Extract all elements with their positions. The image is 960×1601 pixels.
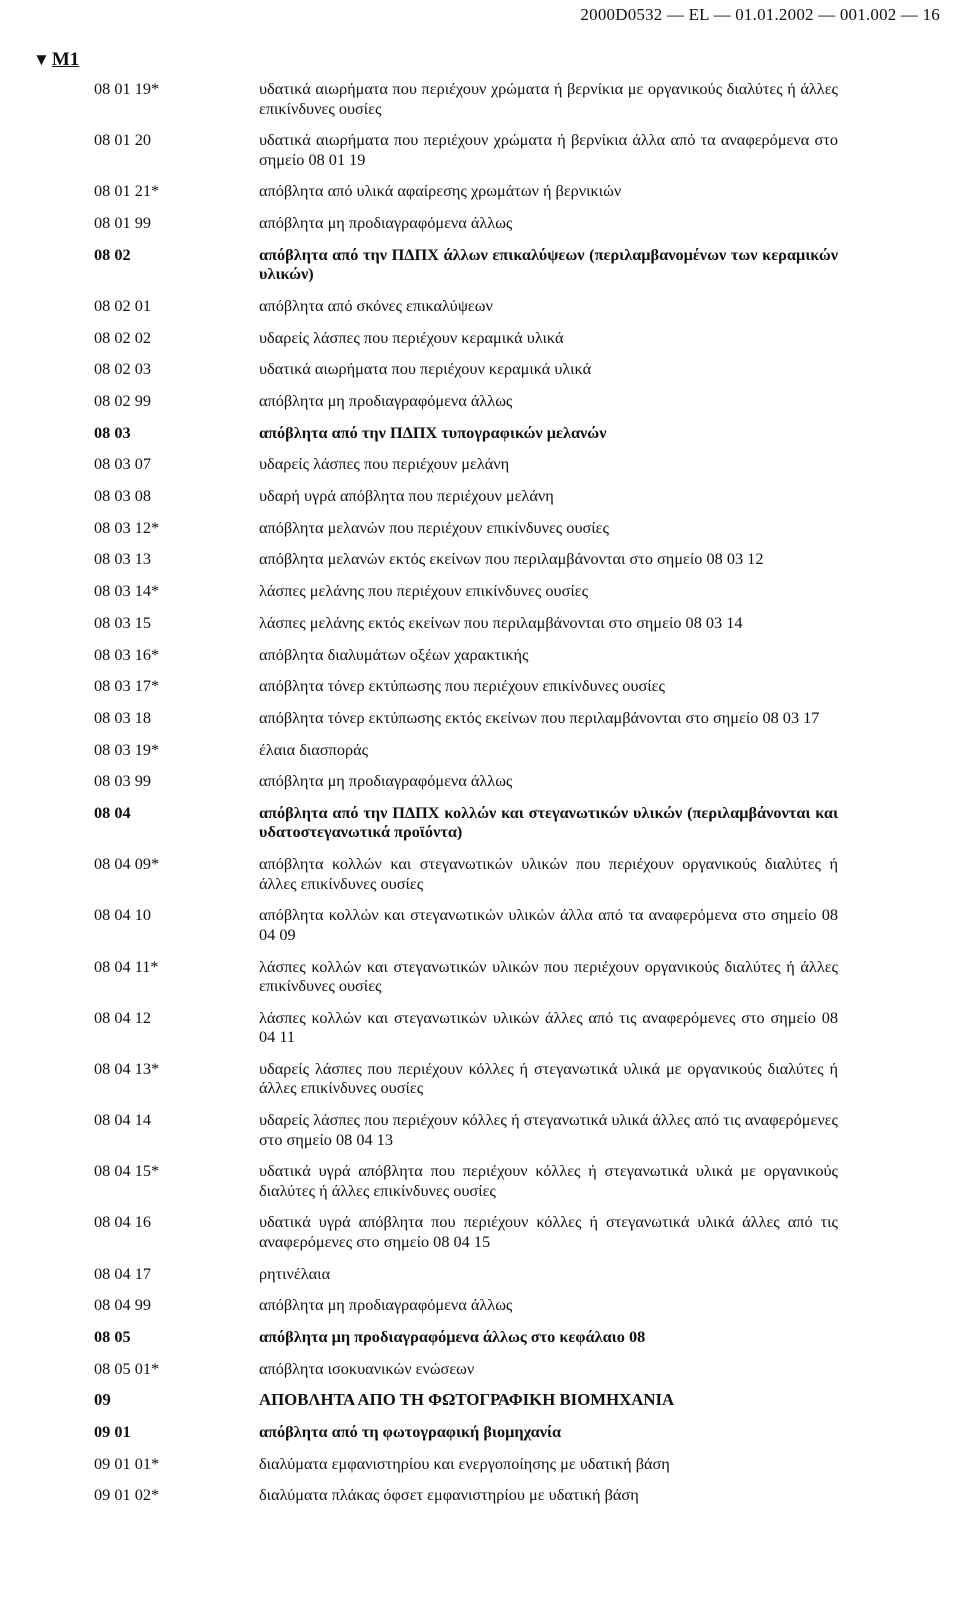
waste-code-row [94,1059,838,1098]
waste-description: απόβλητα μελανών που περιέχουν επικίνδυνες ουσίες [259,517,609,537]
waste-description: απόβλητα από την ΠΔΠΧ άλλων επικαλύψεων (περιλαμβανομένων των κεραμικών υλικών) [259,244,838,284]
section-heading-row [94,803,838,842]
waste-code-row [94,454,838,474]
waste-code-row [94,391,838,411]
waste-description: διαλύματα πλάκας όφσετ εμφανιστηρίου με υδατική βάση [259,1485,639,1505]
waste-description: ρητινέλαια [259,1263,331,1283]
waste-code: 08 04 14 [94,1110,151,1130]
waste-code-row [94,518,838,538]
waste-description: λάσπες κολλών και στεγανωτικών υλικών άλλες από τις αναφερόμενες στο σημείο 08 04 11 [259,1007,838,1047]
waste-description: υδαρείς λάσπες που περιέχουν κεραμικά υλικά [259,327,564,347]
waste-code: 08 04 17 [94,1263,151,1283]
waste-code: 09 01 [94,1422,131,1442]
waste-description: διαλύματα εμφανιστηρίου και ενεργοποίησης με υδατική βάση [259,1453,670,1473]
waste-code-row [94,708,838,728]
waste-description: απόβλητα τόνερ εκτύπωσης εκτός εκείνων που περιλαμβάνονται στο σημείο 08 03 17 [259,707,820,727]
waste-code: 08 04 16 [94,1212,151,1232]
waste-description: απόβλητα μελανών εκτός εκείνων που περιλαμβάνονται στο σημείο 08 03 12 [259,549,764,569]
waste-code-row [94,1008,838,1047]
waste-description: απόβλητα από την ΠΔΠΧ τυπογραφικών μελανών [259,422,607,442]
waste-description: απόβλητα μη προδιαγραφόμενα άλλως [259,391,513,410]
waste-code: 08 03 14* [94,581,160,601]
waste-description: απόβλητα από υλικά αφαίρεσης χρωμάτων ή βερνικιών [259,181,622,201]
waste-code: 08 03 18 [94,707,151,727]
waste-code: 08 05 01* [94,1358,160,1378]
waste-code: 08 04 10 [94,905,151,925]
waste-description: υδατικά υγρά απόβλητα που περιέχουν κόλλες ή στεγανωτικά υλικά άλλες από τις αναφερόμενες στο σημείο 08 04 15 [259,1212,838,1251]
waste-description: υδατικά αιωρήματα που περιέχουν χρώματα ή βερνίκια άλλα από τα αναφερόμενα στο σημείο 08 01 19 [259,130,838,169]
waste-code-row [94,1264,838,1284]
waste-code-row [94,486,838,506]
waste-code-row [94,581,838,601]
waste-code-row [94,130,838,169]
waste-code: 08 02 [94,244,131,264]
waste-code: 09 01 01* [94,1453,160,1473]
waste-code: 08 03 16* [94,644,160,664]
waste-code: 08 02 99 [94,391,151,410]
waste-description: απόβλητα μη προδιαγραφόμενα άλλως στο κεφάλαιο 08 [259,1327,646,1346]
waste-code-row [94,740,838,760]
waste-code: 08 03 [94,422,131,442]
waste-description: υδαρείς λάσπες που περιέχουν μελάνη [259,454,510,474]
waste-code: 09 [94,1390,111,1410]
waste-code: 08 01 20 [94,130,151,150]
waste-code: 08 04 09* [94,854,160,874]
waste-description: υδαρή υγρά απόβλητα που περιέχουν μελάνη [259,486,554,506]
section-heading-row [94,1422,838,1442]
waste-description: υδαρείς λάσπες που περιέχουν κόλλες ή στεγανωτικά υλικά με οργανικούς διαλύτες ή άλλες επικίνδυνες ουσίες [259,1058,838,1098]
waste-description: υδατικά αιωρήματα που περιέχουν κεραμικά υλικά [259,359,592,379]
waste-code-list [94,79,838,1517]
amendment-marker [33,49,79,71]
waste-code-row [94,328,838,348]
waste-code-row [94,645,838,665]
waste-description: απόβλητα μη προδιαγραφόμενα άλλως [259,771,513,791]
waste-code: 08 02 01 [94,295,151,315]
waste-code-row [94,1359,838,1379]
waste-code: 08 04 [94,802,131,822]
waste-description: υδατικά υγρά απόβλητα που περιέχουν κόλλες ή στεγανωτικά υλικά με οργανικούς διαλύτες ή άλλες επικίνδυνες ουσίες [259,1161,838,1200]
waste-code-row [94,1161,838,1200]
waste-code: 08 01 21* [94,181,160,201]
waste-description: απόβλητα τόνερ εκτύπωσης που περιέχουν επικίνδυνες ουσίες [259,676,665,696]
waste-description: απόβλητα από σκόνες επικαλύψεων [259,295,493,315]
waste-code: 08 03 08 [94,486,151,506]
waste-code-row [94,79,838,118]
waste-code-row [94,549,838,569]
waste-description: απόβλητα από την ΠΔΠΧ κολλών και στεγανωτικών υλικών (περιλαμβάνονται και υδατοστεγανωτικά προϊόντα) [259,802,838,842]
waste-code: 08 03 99 [94,771,151,791]
waste-code-row [94,957,838,996]
waste-code: 08 05 [94,1327,131,1346]
waste-code: 08 03 19* [94,739,160,759]
section-heading-row [94,423,838,443]
waste-code-row [94,359,838,379]
waste-code-row [94,771,838,791]
waste-code: 08 04 12 [94,1007,151,1027]
waste-code: 08 03 13 [94,549,151,569]
waste-code-row [94,1295,838,1315]
waste-code-row [94,1485,838,1505]
waste-description: απόβλητα κολλών και στεγανωτικών υλικών που περιέχουν οργανικούς διαλύτες ή άλλες επικίνδυνες ουσίες [259,854,838,893]
waste-description: λάσπες μελάνης εκτός εκείνων που περιλαμβάνονται στο σημείο 08 03 14 [259,612,743,632]
waste-code: 08 04 11* [94,956,159,976]
waste-code-row [94,181,838,201]
waste-code-row [94,1110,838,1149]
waste-code: 09 01 02* [94,1485,160,1505]
waste-code: 08 03 17* [94,676,160,696]
section-heading-row [94,1327,838,1347]
waste-code-row [94,676,838,696]
waste-code-row [94,905,838,944]
waste-code-row [94,213,838,233]
waste-description: ΑΠΟΒΛΗΤΑ ΑΠΟ ΤΗ ΦΩΤΟΓΡΑΦΙΚΗ ΒΙΟΜΗΧΑΝΙΑ [259,1390,675,1410]
section-heading-row [94,245,838,284]
waste-code-row [94,854,838,893]
waste-description: απόβλητα ισοκυανικών ενώσεων [259,1358,475,1378]
waste-code: 08 04 13* [94,1058,160,1078]
waste-code: 08 04 99 [94,1295,151,1315]
section-heading-row [94,1390,838,1410]
waste-description: απόβλητα μη προδιαγραφόμενα άλλως [259,213,513,233]
waste-description: απόβλητα από τη φωτογραφική βιομηχανία [259,1422,562,1442]
waste-code: 08 03 15 [94,612,151,632]
waste-description: λάσπες κολλών και στεγανωτικών υλικών που περιέχουν οργανικούς διαλύτες ή άλλες επικίνδυνες ουσίες [259,956,838,995]
waste-description: απόβλητα μη προδιαγραφόμενα άλλως [259,1295,513,1315]
waste-code-row [94,1454,838,1474]
waste-code: 08 02 03 [94,359,151,379]
waste-description: έλαια διασποράς [259,739,369,759]
waste-description: λάσπες μελάνης που περιέχουν επικίνδυνες ουσίες [259,581,589,601]
waste-code: 08 01 99 [94,213,151,233]
waste-description: απόβλητα κολλών και στεγανωτικών υλικών άλλα από τα αναφερόμενα στο σημείο 08 04 09 [259,905,838,944]
waste-description: υδαρείς λάσπες που περιέχουν κόλλες ή στεγανωτικά υλικά άλλες από τις αναφερόμενες στο σημείο 08 04 13 [259,1110,838,1149]
down-triangle-icon: ▼ [33,50,50,69]
waste-code-row [94,1212,838,1251]
waste-code: 08 01 19* [94,79,160,98]
waste-code: 08 03 12* [94,517,160,537]
waste-code: 08 03 07 [94,454,151,474]
waste-code-row [94,613,838,633]
waste-description: απόβλητα διαλυμάτων οξέων χαρακτικής [259,644,529,664]
waste-code-row [94,296,838,316]
waste-code: 08 04 15* [94,1161,160,1181]
waste-code: 08 02 02 [94,327,151,347]
waste-description: υδατικά αιωρήματα που περιέχουν χρώματα ή βερνίκια με οργανικούς διαλύτες ή άλλες επικίνδυνες ουσίες [259,79,838,118]
amendment-label: M1 [51,49,80,70]
page-header: 2000D0532 — EL — 01.01.2002 — 001.002 — 16 [580,5,940,24]
